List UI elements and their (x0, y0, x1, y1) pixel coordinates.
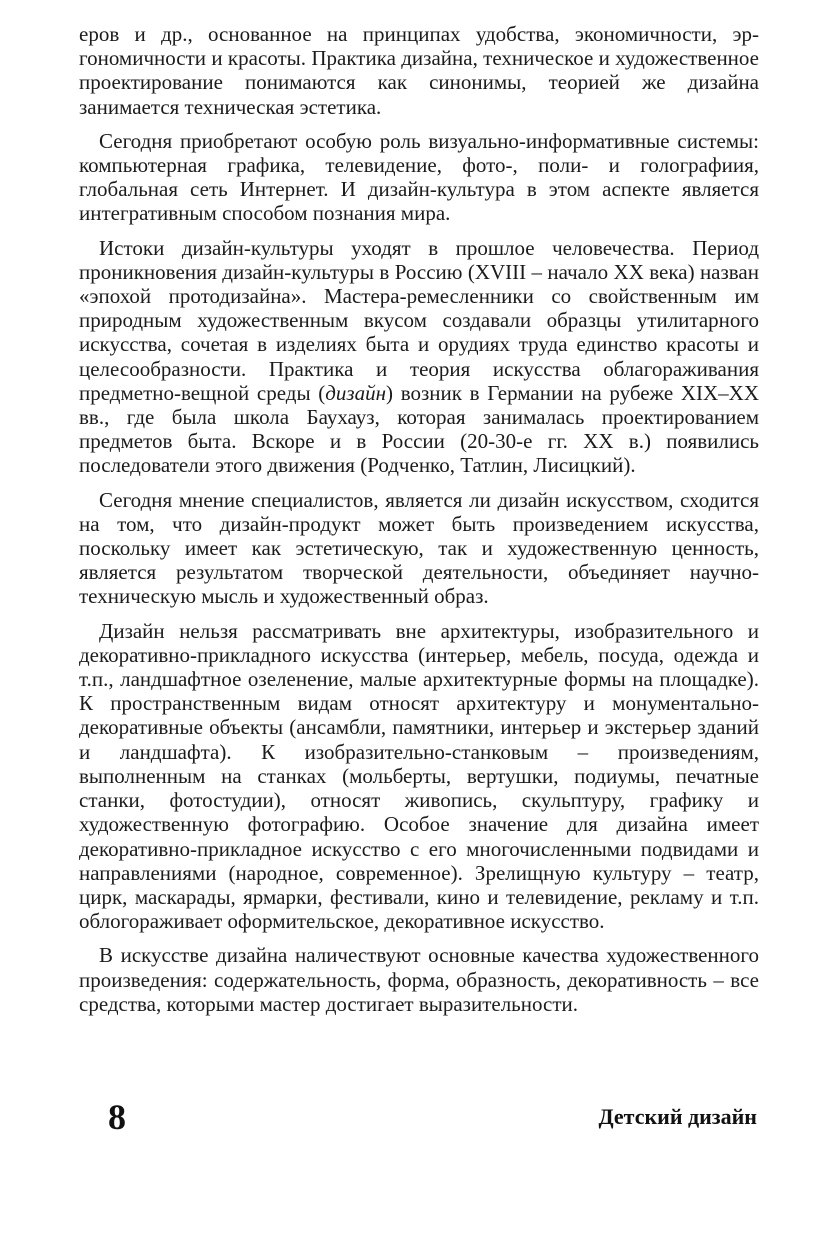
paragraph-origins-rest: ) возник в Германии на рубеже XIX–XX вв., где была школа Баухауз, которая занималась проектированием предметов быта. Вскоре и в России (20-30-е гг. XX в.) появились последователи этого движения (Родченко, Татлин, Лисицкий). (79, 380, 759, 478)
page-number: 8 (108, 1097, 126, 1137)
running-title: Детский дизайн (598, 1104, 757, 1129)
paragraph-specialists-opinion: Сегодня мнение специалистов, является ли дизайн искусством, сходится на том, что дизайн-продукт может быть произведением искусства, поскольку имеет как эстетическую, так и художественную ценность, является результатом творческой деятельности, объединяет научно-техническую мысль и художественный образ. (79, 487, 759, 609)
paragraph-architecture: Дизайн нельзя рассматривать вне архитектуры, изобразительного и декоративно-прикладного искусства (интерьер, мебель, посуда, одежда и т.п., ландшафтное озеленение, малые архитектурные формы на площадке). К пространственным видам относят архитектуру и монументально-декоративные объекты (ансамбли, памятники, интерьер и экстерьер зданий и ландшафта). К изобразительно-станковым – произведениям, выполненным на станках (мольберты, вертушки, подиумы, печатные станки, фотостудии), относят живопись, скульптуру, графику и художественную фотографию. Особое значение для дизайна имеет декоративно-прикладное искусство с его многочисленными подвидами и направлениями (народное, современное). Зрелищную культуру – театр, цирк, маскарады, ярмарки, фестивали, кино и телевидение, рекламу и т.п. облогораживает оформительское, декоративное искусство. (79, 618, 759, 934)
page-footer (108, 1092, 757, 1142)
paragraph-visual-systems: Сегодня приобретают особую роль визуально-информативные системы: компьютерная графика, телевидение, фото-, поли- и голографиия, глобальная сеть Интернет. И дизайн-культура в этом аспекте является интегративным способом познания мира. (79, 128, 759, 226)
paragraph-origins-text: Истоки дизайн-культуры уходят в прошлое человечества. Период проникновения дизайн-культуры в Россию (XVIII – начало XX века) назван «эпохой протодизайна». Мастера-ремесленники со свойственным им природным художественным вкусом создавали образцы утилитарного искусства, сочетая в изделиях быта и орудиях труда единство красоты и целесообразности. Практика и теория искусства облагораживания предметно-вещной среды ( (79, 235, 759, 405)
paragraph-qualities: В искусстве дизайна наличествуют основные качества художественного произведения: содержательность, форма, образность, декоративность – все средства, которыми мастер достигает выразительности. (79, 943, 759, 1016)
paragraph-continuation: еров и др., основанное на принципах удобства, экономичности, эргономичности и красоты. Практика дизайна, техническое и художественное проектирование понимаются как синонимы, теорией же дизайна занимается техническая эстетика. (79, 22, 759, 119)
page-body (79, 22, 759, 1026)
paragraph-origins-italic: дизайн (325, 380, 387, 405)
paragraph-origins (79, 236, 759, 478)
